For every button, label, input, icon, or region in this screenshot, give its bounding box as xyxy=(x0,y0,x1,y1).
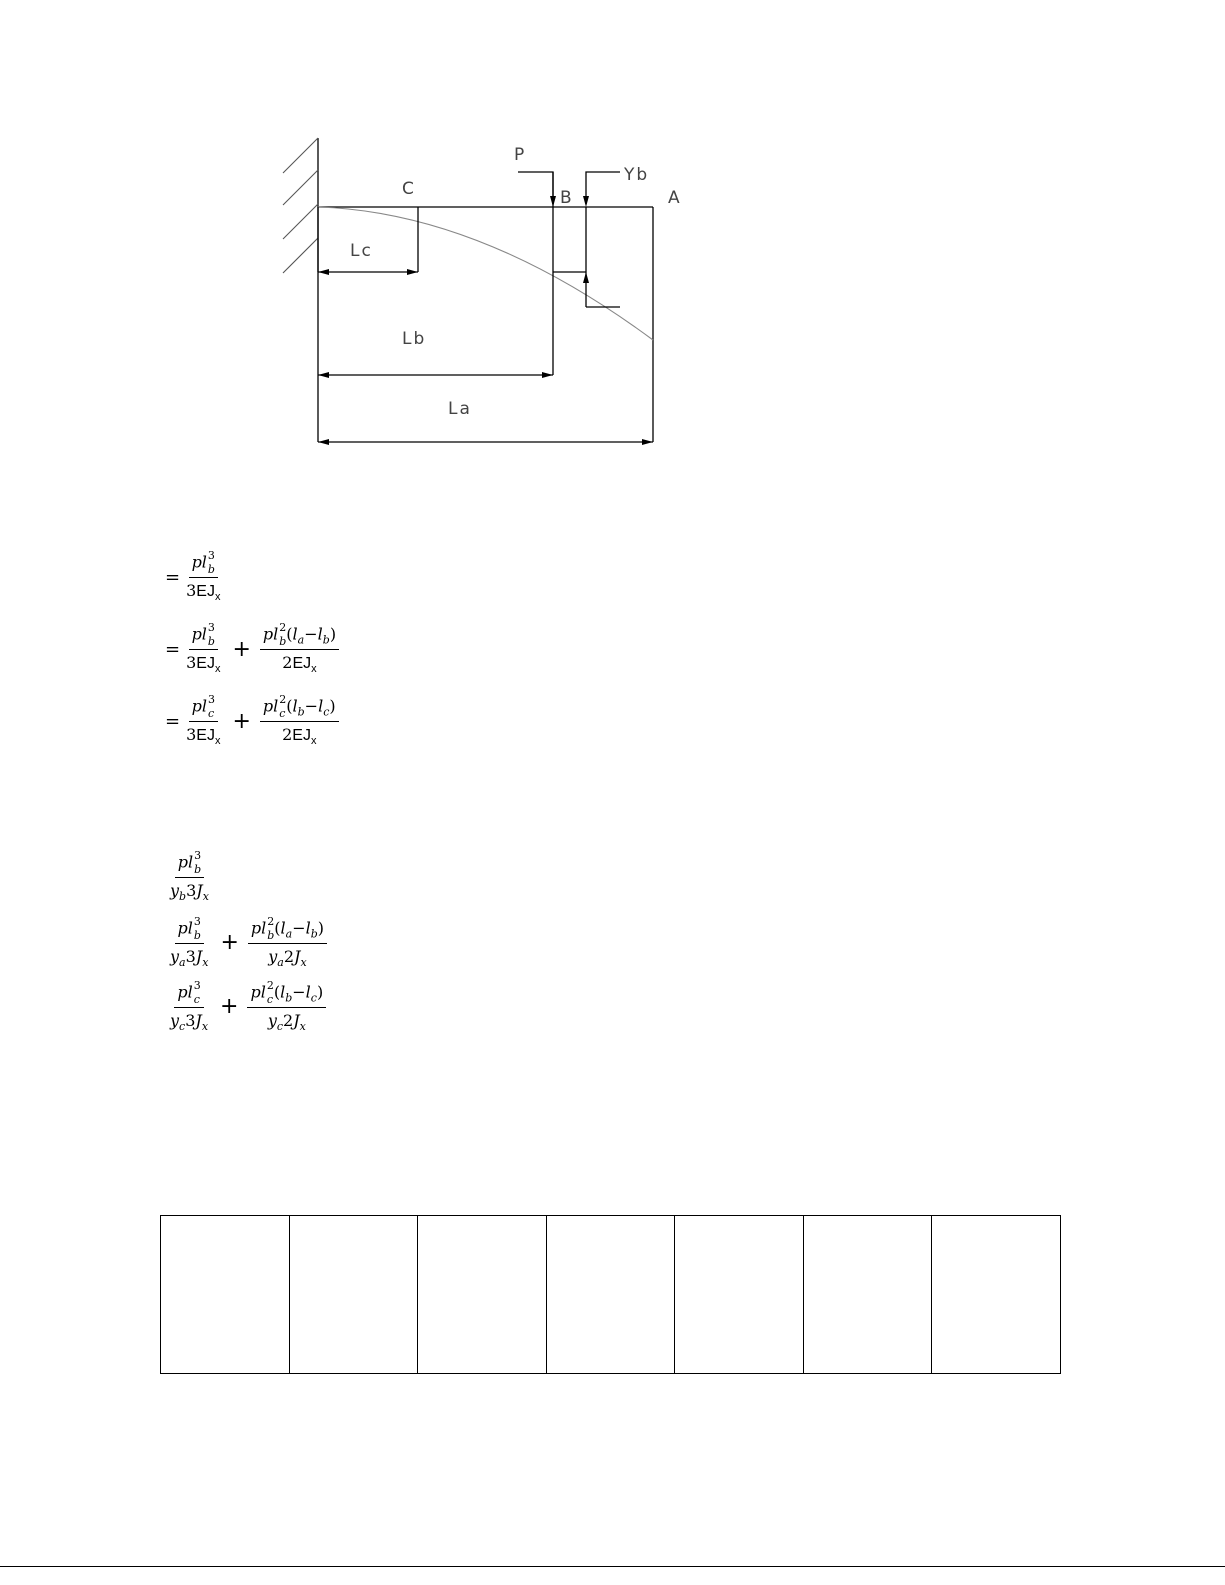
load-p-arrow xyxy=(518,172,553,204)
plus-sign: + xyxy=(232,708,251,734)
fraction: pl 3 c $3EJ_x$ xyxy=(186,693,221,748)
plus-sign: + xyxy=(220,994,239,1020)
label-yb: Yb xyxy=(624,165,650,185)
equals-sign: = xyxy=(165,638,181,660)
label-lc: Lc xyxy=(350,241,373,261)
formula-modulus-a xyxy=(165,915,329,970)
fraction: pl 2 b $(l_a-l_b)$ $y_a2J_x$ xyxy=(248,918,327,968)
fraction: pl 2 c $(l_b-l_c)$ $y_c2J_x$ xyxy=(247,982,326,1032)
formula-deflection-b xyxy=(165,549,225,604)
equals-sign: = xyxy=(165,566,181,588)
table-cell xyxy=(675,1216,804,1374)
label-p: P xyxy=(514,145,527,165)
table-cell xyxy=(803,1216,932,1374)
fraction: pl 3 b $3EJ_x$ xyxy=(186,549,221,604)
fraction: pl 3 b $y_a3J_x$ xyxy=(170,915,209,970)
fraction: pl 2 b $(l_a-l_b)$ $2EJ_x$ xyxy=(260,624,339,675)
fraction: pl 3 c $y_c3J_x$ xyxy=(170,979,209,1034)
label-la: La xyxy=(448,399,472,419)
label-c: C xyxy=(402,179,416,199)
plus-sign: + xyxy=(232,636,251,662)
table-row xyxy=(161,1216,1061,1374)
fraction: pl 2 c $(l_b-l_c)$ $2EJ_x$ xyxy=(260,696,339,747)
table-cell xyxy=(932,1216,1061,1374)
wall-hatching xyxy=(283,138,318,273)
cantilever-beam-diagram xyxy=(0,0,1225,470)
formula-modulus-c xyxy=(165,979,328,1034)
table-cell xyxy=(161,1216,290,1374)
equals-sign: = xyxy=(165,710,181,732)
yb-arrow xyxy=(586,172,620,204)
label-lb: Lb xyxy=(402,329,427,349)
plus-sign: + xyxy=(220,930,239,956)
table-cell xyxy=(546,1216,675,1374)
formula-modulus-b xyxy=(165,849,214,904)
label-b: B xyxy=(560,188,574,208)
label-a: A xyxy=(668,188,682,208)
formula-deflection-c xyxy=(165,693,341,748)
fraction: pl 3 b $y_b3J_x$ xyxy=(170,849,209,904)
page-bottom-rule xyxy=(0,1566,1225,1567)
fraction: pl 3 b $3EJ_x$ xyxy=(186,621,221,676)
deflection-curve xyxy=(318,207,653,340)
formula-deflection-a xyxy=(165,621,341,676)
arrowheads xyxy=(318,196,653,445)
table-cell xyxy=(418,1216,547,1374)
table-cell xyxy=(289,1216,418,1374)
results-table xyxy=(160,1215,1061,1374)
